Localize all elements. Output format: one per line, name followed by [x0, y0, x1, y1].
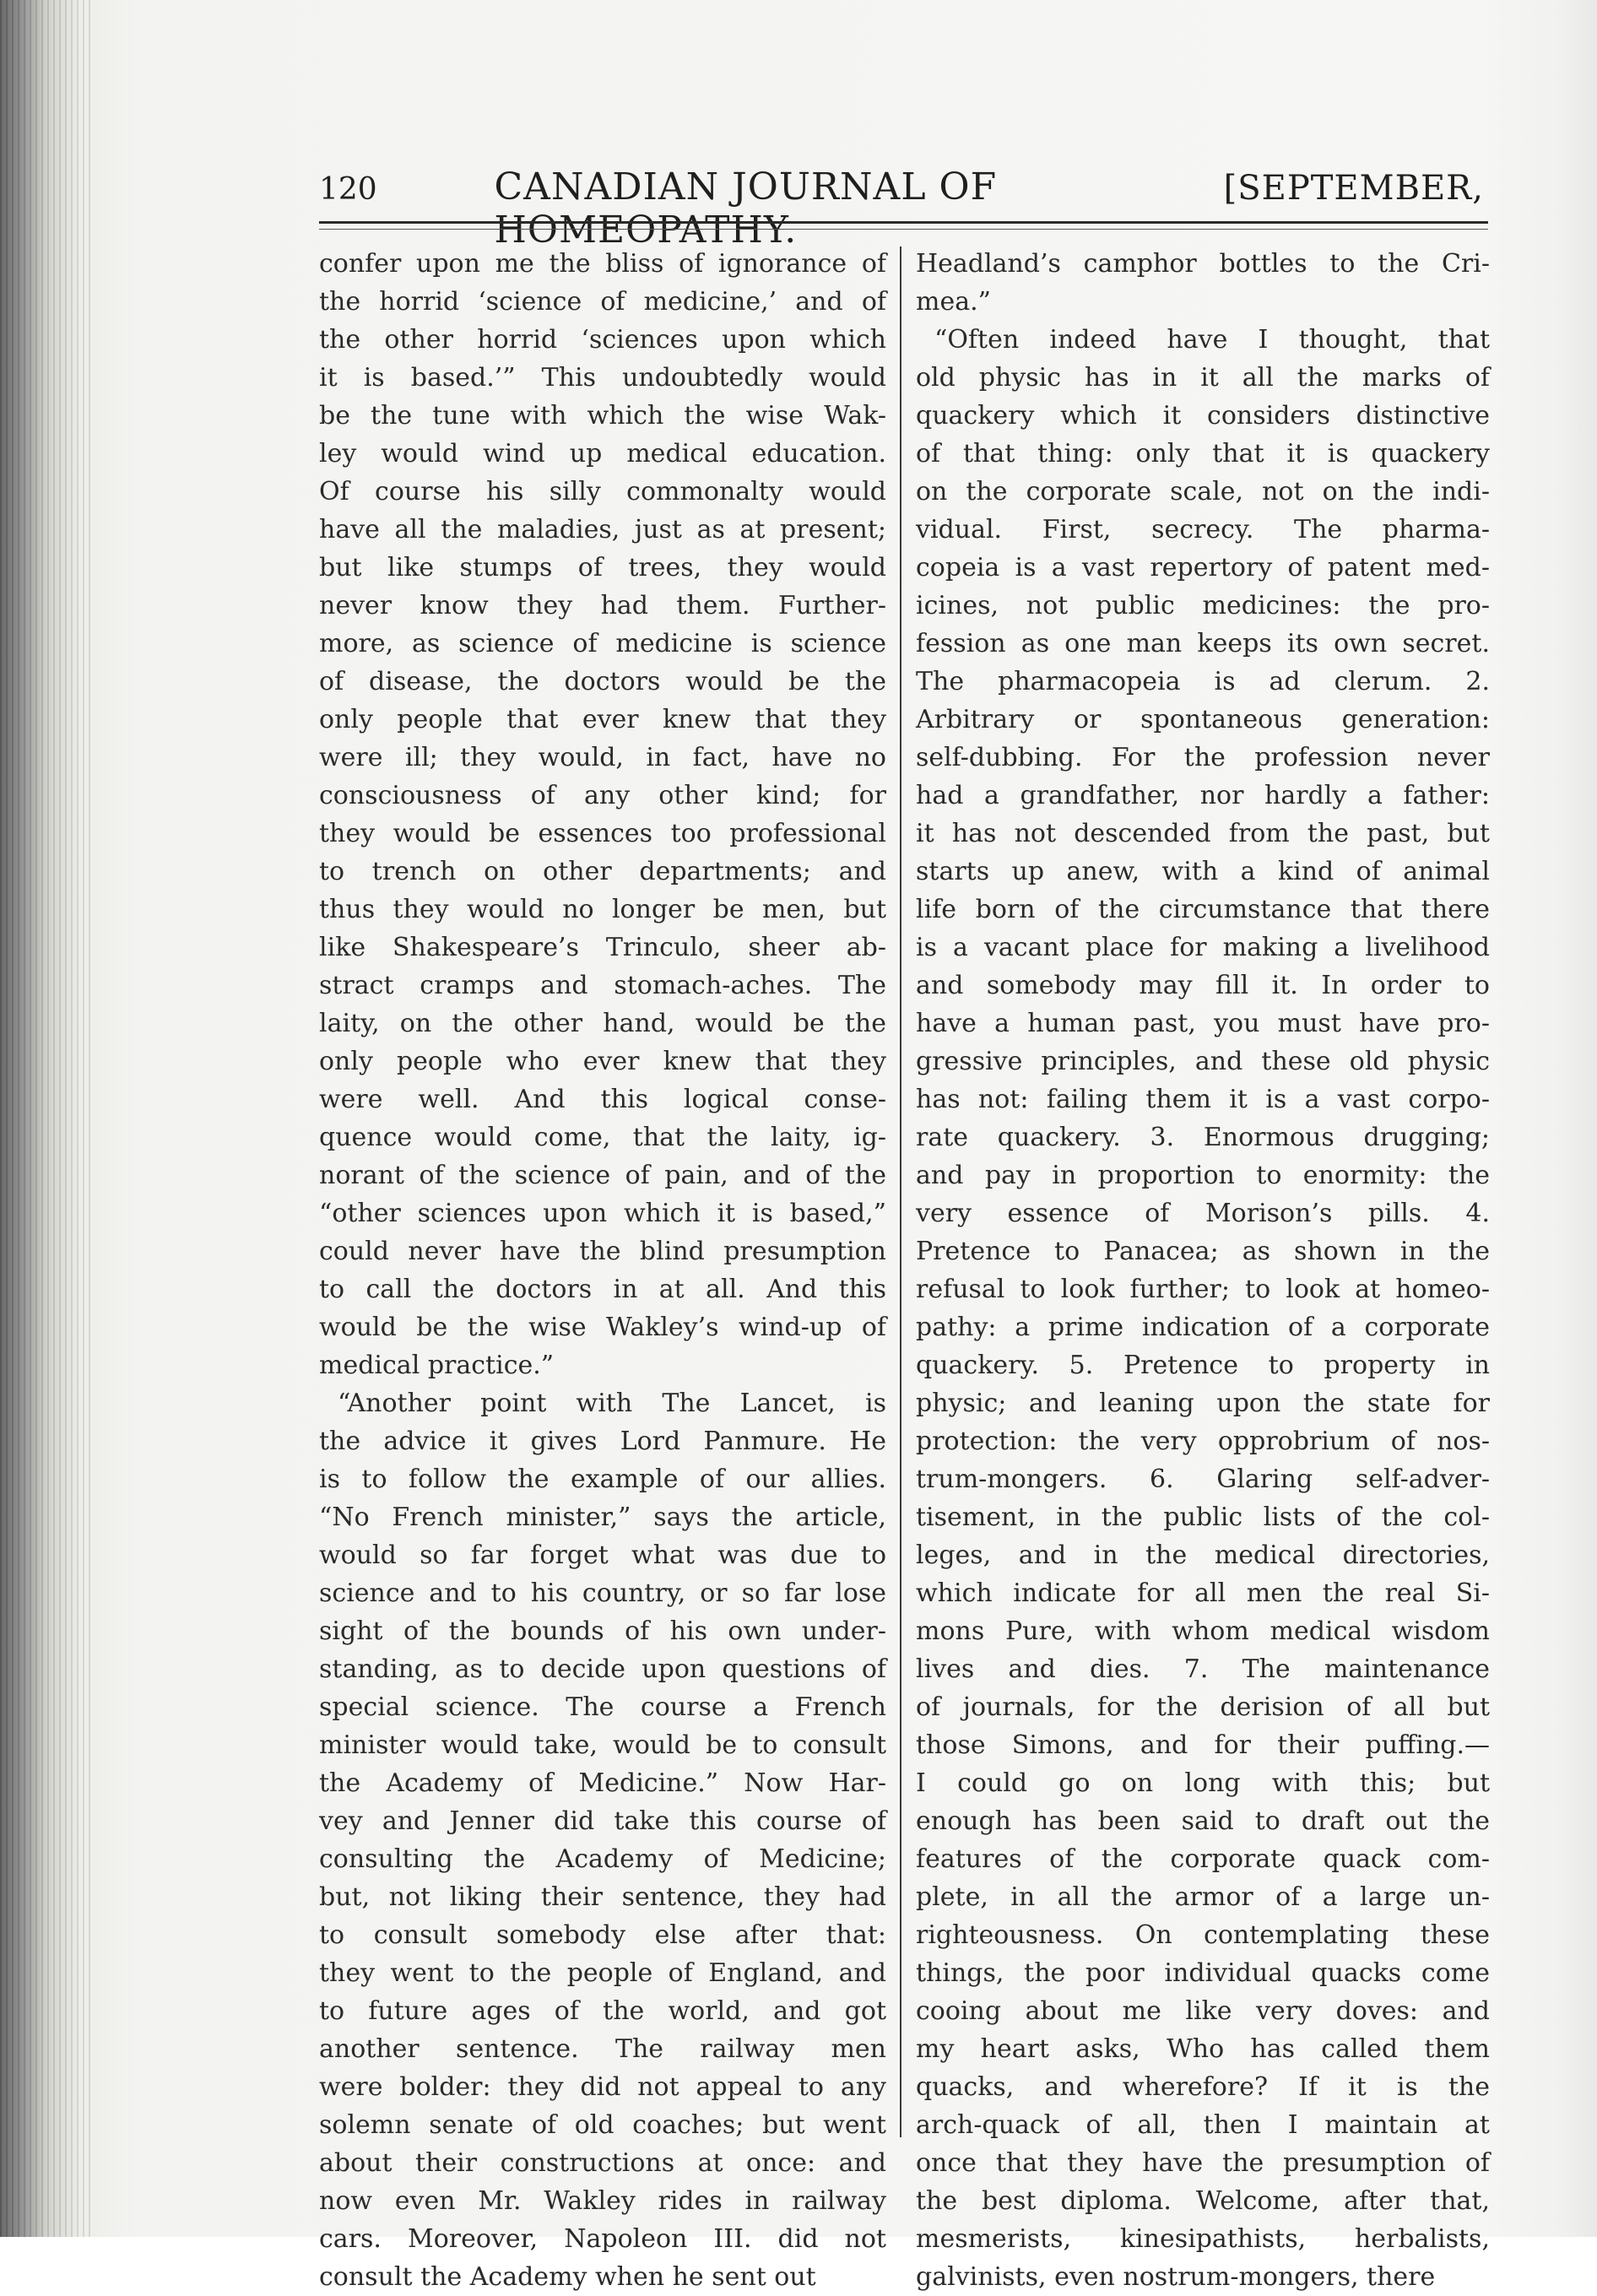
text-line: mesmerists, kinesipathists, herbalists,	[916, 2224, 1490, 2254]
text-line: quence would come, that the laity, ig-	[319, 1123, 886, 1152]
text-line: on the corporate scale, not on the indi-	[916, 477, 1490, 506]
text-line: Arbitrary or spontaneous generation:	[916, 705, 1490, 734]
journal-title: CANADIAN JOURNAL OF HOMEOPATHY.	[494, 165, 998, 252]
text-line: could never have the blind presumption	[319, 1237, 886, 1266]
left-text-column	[319, 245, 886, 2292]
text-line: to call the doctors in at all. And this	[319, 1275, 886, 1304]
text-line: it is based.’” This undoubtedly would	[319, 363, 886, 393]
text-line: leges, and in the medical directories,	[916, 1541, 1490, 1570]
text-line: once that they have the presumption of	[916, 2148, 1490, 2178]
text-line: starts up anew, with a kind of animal	[916, 857, 1490, 886]
text-line: old physic has in it all the marks of	[916, 363, 1490, 393]
text-line: it has not descended from the past, but	[916, 819, 1490, 848]
text-line: the advice it gives Lord Panmure. He	[319, 1427, 886, 1456]
text-line: enough has been said to draft out the	[916, 1806, 1490, 1836]
text-line: “other sciences upon which it is based,”	[319, 1199, 886, 1228]
text-line: mons Pure, with whom medical wisdom	[916, 1616, 1490, 1646]
text-line: to trench on other departments; and	[319, 857, 886, 886]
text-line: and pay in proportion to enormity: the	[916, 1161, 1490, 1190]
text-line: very essence of Morison’s pills. 4.	[916, 1199, 1490, 1228]
text-line: life born of the circumstance that there	[916, 895, 1490, 924]
text-line: Headland’s camphor bottles to the Cri-	[916, 249, 1490, 279]
text-line: have all the maladies, just as at present;	[319, 515, 886, 544]
text-line: to consult somebody else after that:	[319, 1920, 886, 1950]
text-line: mea.”	[916, 287, 991, 317]
text-line: “Often indeed have I thought, that	[934, 325, 1490, 355]
text-line: now even Mr. Wakley rides in railway	[319, 2186, 886, 2216]
page-number: 120	[319, 172, 377, 207]
text-line: gressive principles, and these old physic	[916, 1047, 1490, 1076]
text-line: fession as one man keeps its own secret.	[916, 629, 1490, 658]
text-line: physic; and leaning upon the state for	[916, 1389, 1490, 1418]
text-line: be the tune with which the wise Wak-	[319, 401, 886, 430]
text-line: vey and Jenner did take this course of	[319, 1806, 886, 1836]
text-line: righteousness. On contemplating these	[916, 1920, 1490, 1950]
text-line: plete, in all the armor of a large un-	[916, 1882, 1490, 1912]
text-line: which indicate for all men the real Si-	[916, 1578, 1490, 1608]
text-line: icines, not public medicines: the pro-	[916, 591, 1490, 620]
text-line: solemn senate of old coaches; but went	[319, 2110, 886, 2140]
text-line: rate quackery. 3. Enormous drugging;	[916, 1123, 1490, 1152]
text-line: the other horrid ‘sciences upon which	[319, 325, 886, 355]
header-rule-thin	[319, 229, 1488, 230]
right-text-column	[916, 245, 1490, 2292]
text-line: is a vacant place for making a livelihood	[916, 933, 1490, 962]
text-line: norant of the science of pain, and of the	[319, 1161, 886, 1190]
text-line: ley would wind up medical education.	[319, 439, 886, 468]
text-line: they went to the people of England, and	[319, 1958, 886, 1988]
text-line: about their constructions at once: and	[319, 2148, 886, 2178]
text-line: copeia is a vast repertory of patent med-	[916, 553, 1490, 582]
text-line: “No French minister,” says the article,	[319, 1503, 886, 1532]
text-line: they would be essences too professional	[319, 819, 886, 848]
text-line: refusal to look further; to look at homeo-	[916, 1275, 1490, 1304]
text-line: consulting the Academy of Medicine;	[319, 1844, 886, 1874]
text-line: Of course his silly commonalty would	[319, 477, 886, 506]
text-line: would be the wise Wakley’s wind-up of	[319, 1313, 886, 1342]
text-line: special science. The course a French	[319, 1692, 886, 1722]
column-divider	[900, 246, 901, 2137]
text-line: sight of the bounds of his own under-	[319, 1616, 886, 1646]
text-line: I could go on long with this; but	[916, 1768, 1490, 1798]
book-binding-shadow	[0, 0, 93, 2237]
text-line: were well. And this logical conse-	[319, 1085, 886, 1114]
text-line: trum-mongers. 6. Glaring self-adver-	[916, 1465, 1490, 1494]
text-line: to future ages of the world, and got	[319, 1996, 886, 2026]
text-line: stract cramps and stomach-aches. The	[319, 971, 886, 1000]
text-line: laity, on the other hand, would be the	[319, 1009, 886, 1038]
text-line: science and to his country, or so far lose	[319, 1578, 886, 1608]
text-line: things, the poor individual quacks come	[916, 1958, 1490, 1988]
text-line: lives and dies. 7. The maintenance	[916, 1654, 1490, 1684]
running-head-month: [SEPTEMBER,	[1223, 169, 1484, 208]
text-line: never know they had them. Further-	[319, 591, 886, 620]
text-line: protection: the very opprobrium of nos-	[916, 1427, 1490, 1456]
text-line: quacks, and wherefore? If it is the	[916, 2072, 1490, 2102]
text-line: self-dubbing. For the profession never	[916, 743, 1490, 772]
text-line: Pretence to Panacea; as shown in the	[916, 1237, 1490, 1266]
text-line: medical practice.”	[319, 1351, 555, 1380]
text-line: confer upon me the bliss of ignorance of	[319, 249, 886, 279]
text-line: of journals, for the derision of all but	[916, 1692, 1490, 1722]
text-line: galvinists, even nostrum-mongers, there	[916, 2262, 1436, 2292]
text-line: arch-quack of all, then I maintain at	[916, 2110, 1490, 2140]
text-line: only people that ever knew that they	[319, 705, 886, 734]
header-rule	[319, 221, 1488, 224]
text-line: but, not liking their sentence, they had	[319, 1882, 886, 1912]
text-line: minister would take, would be to consult	[319, 1730, 886, 1760]
text-line: but like stumps of trees, they would	[319, 553, 886, 582]
text-line: cars. Moreover, Napoleon III. did not	[319, 2224, 886, 2254]
text-line: cooing about me like very doves: and	[916, 1996, 1490, 2026]
text-line: consult the Academy when he sent out	[319, 2262, 816, 2292]
text-line: had a grandfather, nor hardly a father:	[916, 781, 1490, 810]
text-line: vidual. First, secrecy. The pharma-	[916, 515, 1490, 544]
text-line: were bolder: they did not appeal to any	[319, 2072, 886, 2102]
text-line: “Another point with The Lancet, is	[338, 1389, 886, 1418]
text-line: another sentence. The railway men	[319, 2034, 886, 2064]
text-line: and somebody may fill it. In order to	[916, 971, 1490, 1000]
text-line: quackery. 5. Pretence to property in	[916, 1351, 1490, 1380]
text-line: have a human past, you must have pro-	[916, 1009, 1490, 1038]
text-line: has not: failing them it is a vast corpo-	[916, 1085, 1490, 1114]
text-line: standing, as to decide upon questions of	[319, 1654, 886, 1684]
text-line: only people who ever knew that they	[319, 1047, 886, 1076]
text-line: of disease, the doctors would be the	[319, 667, 886, 696]
text-line: my heart asks, Who has called them	[916, 2034, 1490, 2064]
text-line: tisement, in the public lists of the col-	[916, 1503, 1490, 1532]
text-line: of that thing: only that it is quackery	[916, 439, 1490, 468]
text-line: like Shakespeare’s Trinculo, sheer ab-	[319, 933, 886, 962]
text-line: the Academy of Medicine.” Now Har-	[319, 1768, 886, 1798]
running-head	[319, 165, 1484, 252]
text-line: those Simons, and for their puffing.—	[916, 1730, 1490, 1760]
text-line: the horrid ‘science of medicine,’ and of	[319, 287, 886, 317]
text-line: is to follow the example of our allies.	[319, 1465, 886, 1494]
text-line: would so far forget what was due to	[319, 1541, 886, 1570]
text-line: consciousness of any other kind; for	[319, 781, 886, 810]
text-line: were ill; they would, in fact, have no	[319, 743, 886, 772]
text-line: features of the corporate quack com-	[916, 1844, 1490, 1874]
text-line: The pharmacopeia is ad clerum. 2.	[916, 667, 1490, 696]
text-line: more, as science of medicine is science	[319, 629, 886, 658]
text-line: thus they would no longer be men, but	[319, 895, 886, 924]
text-line: pathy: a prime indication of a corporate	[916, 1313, 1490, 1342]
text-line: the best diploma. Welcome, after that,	[916, 2186, 1490, 2216]
text-line: quackery which it considers distinctive	[916, 401, 1490, 430]
